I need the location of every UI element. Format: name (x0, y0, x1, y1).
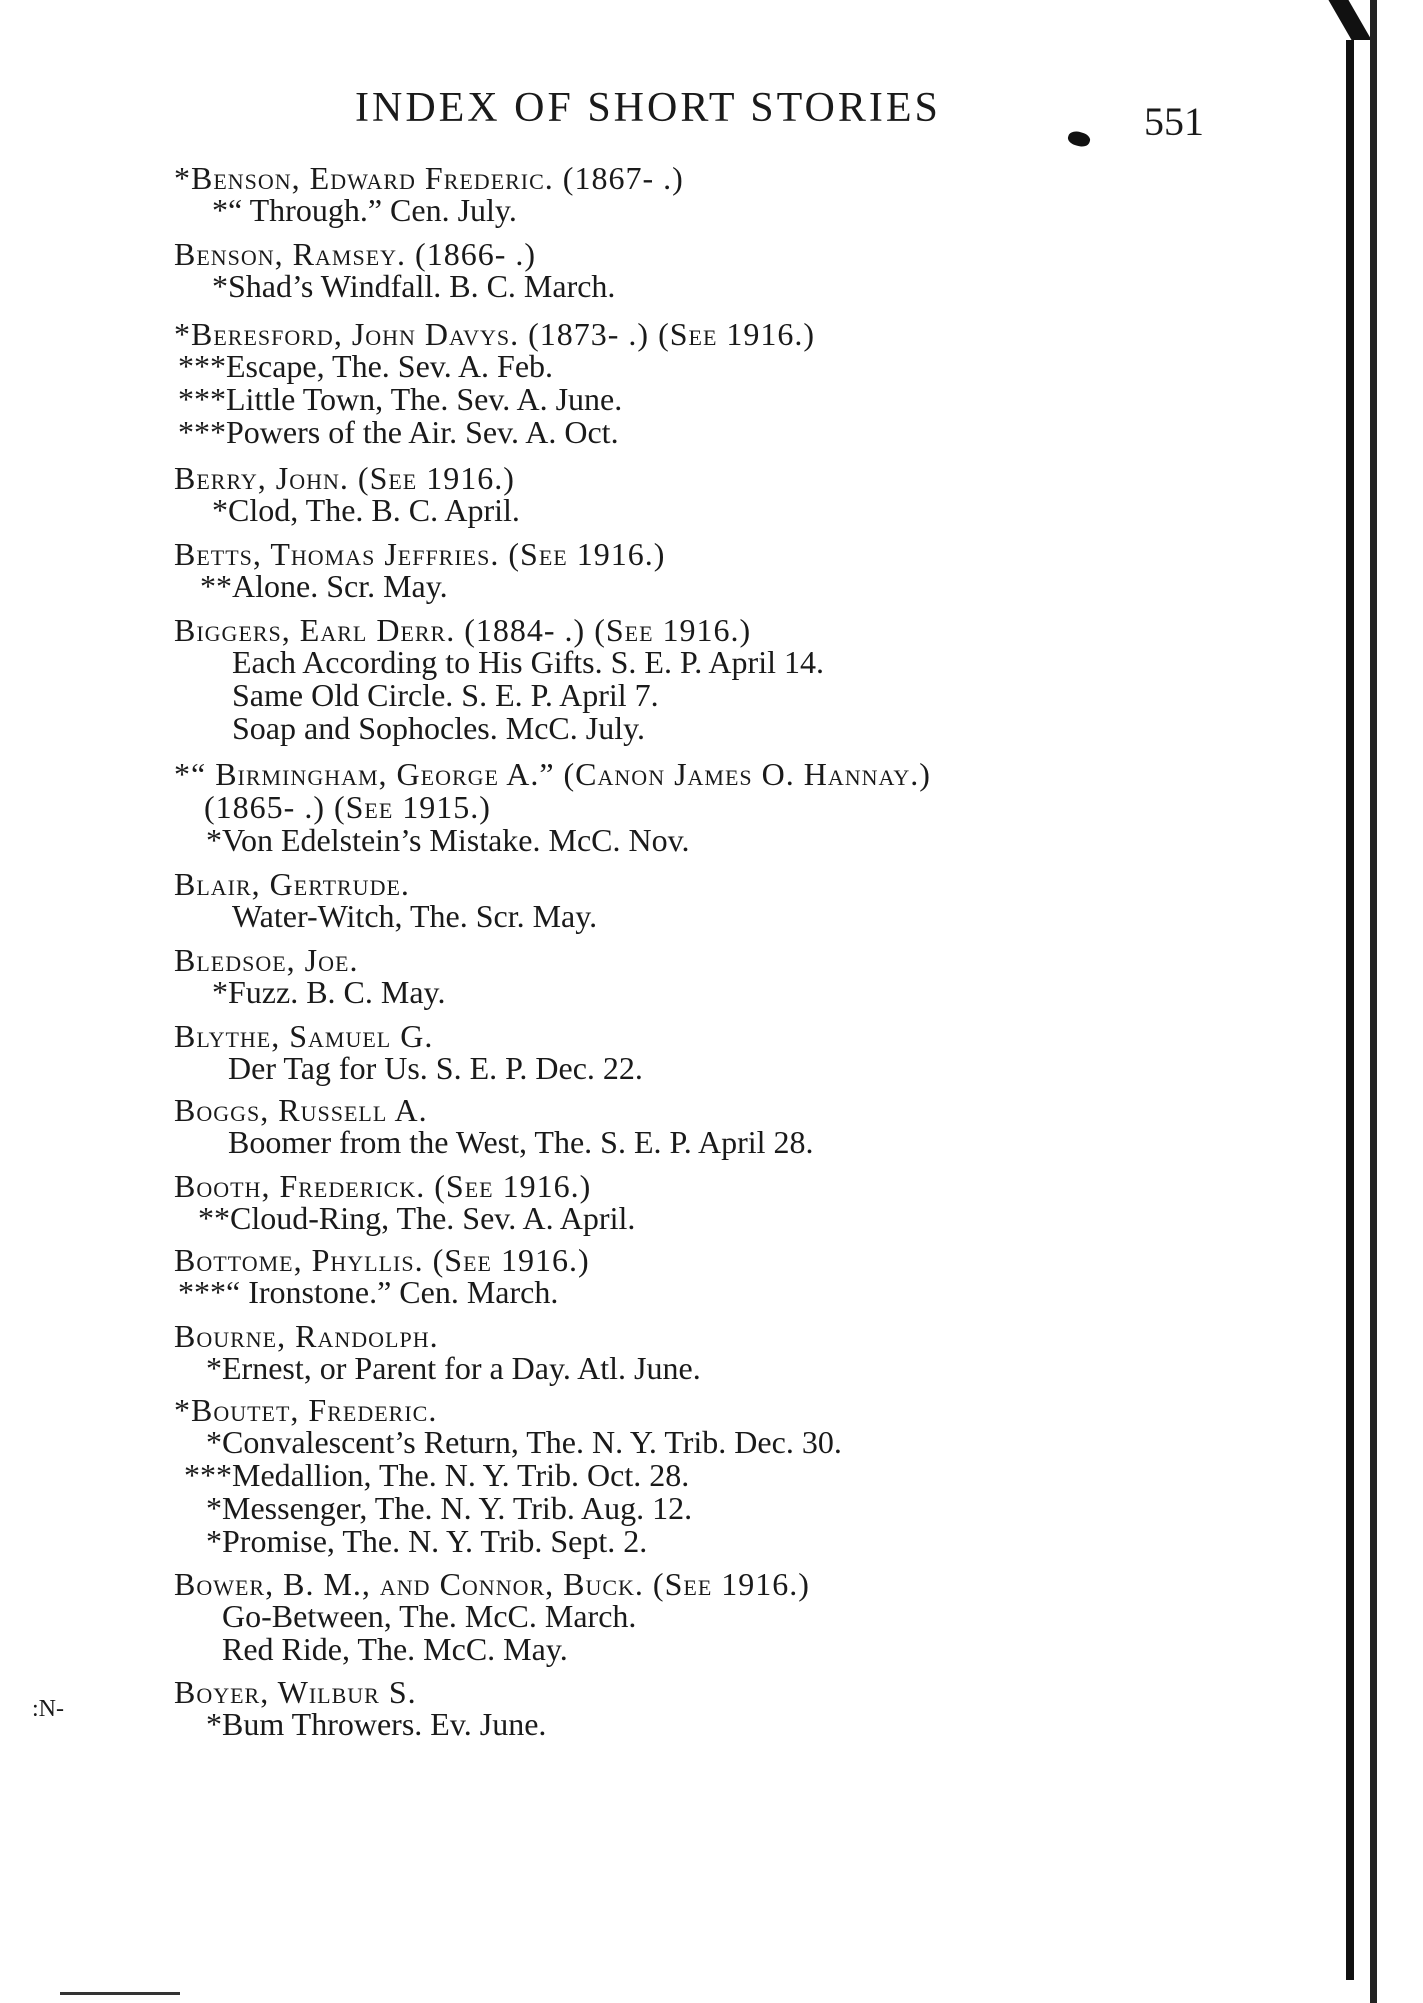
entry-author: Bledsoe, Joe. (174, 942, 359, 978)
entry-story: *Promise, The. N. Y. Trib. Sept. 2. (206, 1523, 648, 1559)
entry-story: Same Old Circle. S. E. P. April 7. (232, 677, 659, 713)
entry-author: Booth, Frederick. (See 1916.) (174, 1168, 592, 1204)
entry-story: ***Medallion, The. N. Y. Trib. Oct. 28. (184, 1457, 690, 1493)
page-edge-line-outer (1370, 0, 1377, 2003)
ink-blot-mark (1066, 129, 1091, 149)
entry-story: *Fuzz. B. C. May. (212, 974, 446, 1010)
entry-author: Bourne, Randolph. (174, 1318, 439, 1354)
entry-author: Benson, Ramsey. (1866- .) (174, 236, 537, 272)
entry-story: ***Powers of the Air. Sev. A. Oct. (178, 414, 619, 450)
entry-story: *Bum Throwers. Ev. June. (206, 1706, 547, 1742)
entry-story: *Shad’s Windfall. B. C. March. (212, 268, 616, 304)
page-edge-line (1346, 40, 1354, 1980)
entry-author: *Beresford, John Davys. (1873- .) (See 1916.) (174, 316, 816, 352)
entry-story: ***Escape, The. Sev. A. Feb. (178, 348, 554, 384)
binding-shadow (1328, 0, 1371, 40)
entry-author: Betts, Thomas Jeffries. (See 1916.) (174, 536, 666, 572)
entry-story: Go-Between, The. McC. March. (222, 1598, 637, 1634)
entry-story: Red Ride, The. McC. May. (222, 1631, 568, 1667)
entry-author-continued: (1865- .) (See 1915.) (204, 789, 491, 825)
entry-author: Blythe, Samuel G. (174, 1018, 434, 1054)
entry-story: **Alone. Scr. May. (200, 568, 448, 604)
entry-story: ***Little Town, The. Sev. A. June. (178, 381, 623, 417)
entry-author: *“ Birmingham, George A.” (Canon James O. Hannay.) (174, 756, 931, 792)
entry-story: *“ Through.” Cen. July. (212, 192, 517, 228)
entry-story: Der Tag for Us. S. E. P. Dec. 22. (228, 1050, 643, 1086)
entry-story: Each According to His Gifts. S. E. P. April 14. (232, 644, 824, 680)
entry-author: Berry, John. (See 1916.) (174, 460, 515, 496)
page-number: 551 (1144, 99, 1204, 144)
running-head-title: INDEX OF SHORT STORIES (355, 85, 941, 131)
entry-story: *Convalescent’s Return, The. N. Y. Trib. Dec. 30. (206, 1424, 842, 1460)
entry-author: Boggs, Russell A. (174, 1092, 428, 1128)
entry-author: Bottome, Phyllis. (See 1916.) (174, 1242, 590, 1278)
entry-story: *Ernest, or Parent for a Day. Atl. June. (206, 1350, 701, 1386)
entry-story: Water-Witch, The. Scr. May. (232, 898, 598, 934)
entry-author: Biggers, Earl Derr. (1884- .) (See 1916.) (174, 612, 752, 648)
entry-story: **Cloud-Ring, The. Sev. A. April. (198, 1200, 636, 1236)
entry-story: *Messenger, The. N. Y. Trib. Aug. 12. (206, 1490, 693, 1526)
entry-story: *Clod, The. B. C. April. (212, 492, 520, 528)
entry-story: *Von Edelstein’s Mistake. McC. Nov. (206, 822, 690, 858)
entry-story: ***“ Ironstone.” Cen. March. (178, 1274, 559, 1310)
entry-author: *Benson, Edward Frederic. (1867- .) (174, 160, 684, 196)
entry-author: Blair, Gertrude. (174, 866, 410, 902)
entry-author: Bower, B. M., and Connor, Buck. (See 1916.) (174, 1566, 810, 1602)
entry-story: Boomer from the West, The. S. E. P. April 28. (228, 1124, 814, 1160)
margin-fragment: :N- (32, 1696, 64, 1722)
entry-story: Soap and Sophocles. McC. July. (232, 710, 646, 746)
bottom-rule (60, 1992, 180, 1995)
entry-author: Boyer, Wilbur S. (174, 1674, 417, 1710)
entry-author: *Boutet, Frederic. (174, 1392, 438, 1428)
